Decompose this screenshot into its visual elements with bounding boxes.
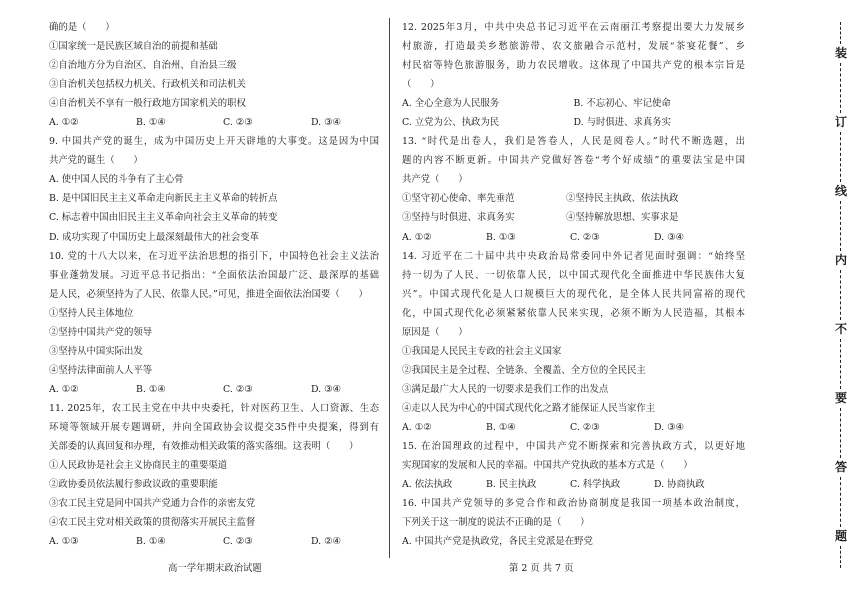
text-line: ④坚持法律面前人人平等	[49, 364, 153, 376]
q13-options	[402, 228, 745, 247]
page-number: 第 2 页 共 7 页	[509, 563, 574, 574]
option: D. 与时俱进、求真务实	[573, 117, 672, 129]
text-line: 实现国家的发展和人民的幸福。中国共产党执政的基本方式是（ ）	[402, 460, 693, 472]
q13-stem: 13. “时代是出卷人，我们是答卷人，人民是阅卷人。”时代不断选题，出	[402, 136, 745, 148]
option: B. ①④	[136, 536, 166, 548]
dashed-segment	[840, 477, 842, 527]
q12-options-row	[402, 94, 745, 113]
text-line: ③坚持从中国实际出发	[49, 345, 143, 357]
option: C. 科学执政	[570, 479, 621, 491]
text-line: 确的是（ ）	[49, 22, 115, 33]
dashed-segment	[840, 339, 842, 389]
text-line: ①国家统一是民族区域自治的前提和基础	[49, 41, 218, 53]
option: C. 标志着中国由旧民主主义革命向社会主义革命的转变	[49, 212, 278, 224]
dashed-segment	[840, 270, 842, 320]
item: ①坚守初心使命、率先垂范	[402, 193, 515, 205]
text-line: ④自治机关不享有一般行政地方国家机关的职权	[49, 98, 246, 110]
text-line: 环境等领域开展专题调研，并向全国政协会议提交35件中央提案，得到有	[49, 421, 379, 433]
dashed-segment	[840, 546, 842, 568]
binding-char: 内	[834, 253, 847, 267]
option: A. 全心全意为人民服务	[402, 98, 500, 110]
text-line: 关部委的认真回复和办理，有效推动相关政策的落实落细。这表明（ ）	[49, 441, 359, 453]
option: B. 民主执政	[486, 479, 537, 491]
option: C. 立党为公、执政为民	[402, 117, 500, 129]
q16-stem: 16. 中国共产党领导的多党合作和政治协商制度是我国一项基本政治制度，	[402, 498, 745, 510]
option: A. ①③	[49, 536, 79, 548]
binding-line	[832, 20, 850, 580]
text-line: ①人民政协是社会主义协商民主的重要渠道	[49, 460, 228, 472]
footer-title: 高一学年期末政治试题	[168, 563, 262, 574]
option: D. ②④	[311, 536, 341, 548]
option: C. ②③	[570, 231, 600, 243]
option: B. ①④	[486, 421, 516, 433]
dashed-segment	[840, 63, 842, 113]
binding-char: 线	[834, 184, 847, 198]
text-line: 持一切为了人民、一切依靠人民，以中国式现代化全面推进中华民族伟大复	[402, 269, 745, 281]
item: ②坚持民主执政、依法执政	[566, 193, 679, 205]
option: B. 是中国旧民主主义革命走向新民主主义革命的转折点	[49, 193, 278, 205]
option: A. 中国共产党是执政党，各民主党派是在野党	[402, 536, 593, 548]
q15-stem: 15. 在治国理政的过程中，中国共产党不断探索和完善执政方式，以更好地	[402, 441, 745, 453]
q13-items-row	[402, 208, 745, 227]
q14-options	[402, 418, 745, 437]
text-line: 事业蓬勃发展。习近平总书记指出：“全面依法治国最广泛、最深厚的基础	[49, 269, 379, 281]
binding-char: 题	[834, 529, 847, 543]
text-line: ②自治地方分为自治区、自治州、自治县三级	[49, 60, 237, 72]
q10-options	[49, 380, 379, 399]
dashed-segment	[840, 201, 842, 251]
dashed-segment	[840, 132, 842, 182]
q9-stem: 9. 中国共产党的诞生，成为中国历史上开天辟地的大事变。这是因为中国	[49, 136, 379, 148]
text-line: ②我国民主是全过程、全链条、全覆盖、全方位的全民民主	[402, 364, 646, 376]
option: D. 成功实现了中国历史上最深刻最伟大的社会变革	[49, 231, 260, 243]
text-line: ①坚持人民主体地位	[49, 307, 134, 319]
q12-options-row	[402, 113, 745, 132]
q12-stem: 12. 2025年3月，中共中央总书记习近平在云南丽江考察提出要大力发展乡	[402, 22, 745, 33]
option: D. ③④	[311, 117, 341, 129]
q8-options	[49, 113, 379, 132]
q14-stem: 14. 习近平在二十届中共中央政治局常委同中外记者见面时强调：“始终坚	[402, 250, 745, 262]
text-line: 原因是（ ）	[402, 326, 468, 338]
q10-stem: 10. 党的十八大以来，在习近平法治思想的指引下，中国特色社会主义法治	[49, 250, 379, 262]
text-line: 共产党（ ）	[402, 174, 468, 186]
text-line: 共产党的诞生（ ）	[49, 155, 143, 167]
option: B. ①③	[486, 231, 516, 243]
q13-items-row	[402, 189, 745, 208]
text-line: 村旅游，打造最美乡愁旅游带、农文旅融合示范村，发展“茶宴花餐”、乡	[402, 41, 745, 53]
option: D. ③④	[654, 231, 684, 243]
option: D. ③④	[654, 421, 684, 433]
text-line: 题的内容不断更新。中国共产党做好答卷“考个好成绩”的重要法宝是中国	[402, 155, 745, 167]
q11-options	[49, 532, 379, 551]
text-line: 下列关于这一制度的说法不正确的是（ ）	[402, 517, 590, 529]
binding-char: 答	[834, 460, 847, 474]
option: C. ②③	[223, 536, 253, 548]
text-line: ①我国是人民民主专政的社会主义国家	[402, 345, 562, 357]
text-line: 是人民，必须坚持为了人民、依靠人民。”可见，推进全面依法治国要（ ）	[49, 288, 368, 300]
text-line: 村民宿等特色旅游服务，助力农民增收。这体现了中国共产党的根本宗旨是	[402, 60, 745, 72]
option: A. ①②	[402, 231, 432, 243]
option: C. ②③	[570, 421, 600, 433]
text-line: ③满足最广大人民的一切要求是我们工作的出发点	[402, 383, 609, 395]
text-line: 兴”。中国式现代化是人口规模巨大的现代化，是全体人民共同富裕的现代	[402, 288, 745, 300]
text-line: ③农工民主党是同中国共产党通力合作的亲密友党	[49, 498, 256, 510]
option: A. 依法执政	[402, 479, 453, 491]
option: A. ①②	[49, 117, 79, 129]
text-line: ④农工民主党对相关政策的贯彻落实开展民主监督	[49, 517, 256, 529]
option: B. ①④	[136, 117, 166, 129]
item: ③坚持与时俱进、求真务实	[402, 212, 515, 224]
column-divider	[389, 18, 390, 558]
option: D. 协商执政	[654, 479, 705, 491]
option: C. ②③	[223, 117, 253, 129]
text-line: ④走以人民为中心的中国式现代化之路才能保证人民当家作主	[402, 402, 656, 414]
dashed-segment	[840, 408, 842, 458]
option: A. 使中国人民的斗争有了主心骨	[49, 174, 184, 186]
item: ④坚持解放思想、实事求是	[566, 212, 679, 224]
option: A. ①②	[49, 383, 79, 395]
binding-char: 要	[834, 391, 847, 405]
option: A. ①②	[402, 421, 432, 433]
q15-options	[402, 475, 745, 494]
binding-char: 订	[834, 115, 847, 129]
option: D. ③④	[311, 383, 341, 395]
binding-char: 不	[834, 322, 847, 336]
text-line: ②坚持中国共产党的领导	[49, 326, 153, 338]
binding-char: 装	[834, 46, 847, 60]
left-column	[49, 18, 379, 551]
q11-stem: 11. 2025年，农工民主党在中共中央委托，针对医药卫生、人口资源、生态	[49, 402, 379, 414]
option: B. ①④	[136, 383, 166, 395]
right-column	[402, 18, 745, 551]
text-line: 化，中国式现代化必须紧紧依靠人民来实现，必须不断为人民造福，其根本	[402, 307, 745, 319]
text-line: （ ）	[402, 79, 440, 91]
dashed-segment	[840, 22, 842, 44]
option: C. ②③	[223, 383, 253, 395]
option: B. 不忘初心、牢记使命	[573, 98, 671, 110]
text-line: ③自治机关包括权力机关、行政机关和司法机关	[49, 79, 246, 91]
text-line: ②政协委员依法履行参政议政的重要职能	[49, 479, 218, 491]
